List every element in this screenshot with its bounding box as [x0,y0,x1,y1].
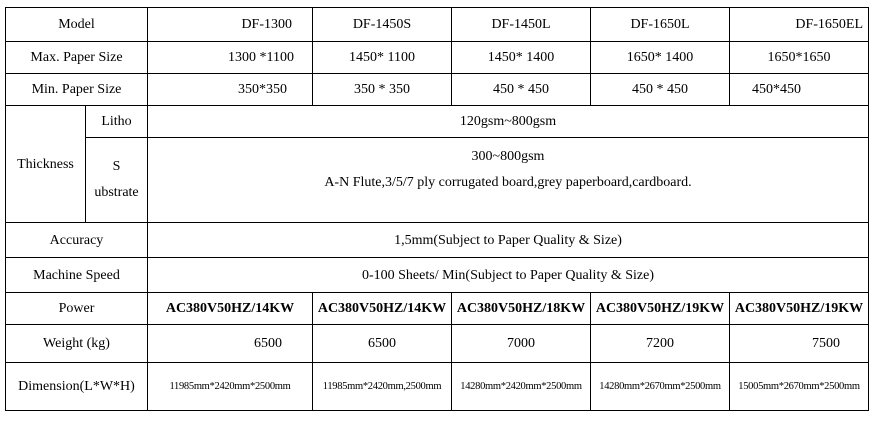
min-paper-size-value: 450 * 450 [591,74,730,106]
machine-speed-value: 0-100 Sheets/ Min(Subject to Paper Quality & Size) [148,258,869,293]
model-value: DF-1450S [313,8,452,42]
dimension-value: 11985mm*2420mm*2500mm [148,363,313,411]
model-value: DF-1650L [591,8,730,42]
dimension-value: 15005mm*2670mm*2500mm [730,363,869,411]
thickness-substrate-row [6,138,869,223]
weight-label: Weight (kg) [6,325,148,363]
min-paper-size-value: 350*350 [148,74,313,106]
substrate-value-line2: A-N Flute,3/5/7 ply corrugated board,grey paperboard,cardboard. [324,175,692,190]
max-paper-size-value: 1450* 1100 [313,42,452,74]
dimension-value: 14280mm*2420mm*2500mm [452,363,591,411]
thickness-litho-row [6,106,869,138]
max-paper-size-value: 1300 *1100 [148,42,313,74]
max-paper-size-value: 1650*1650 [730,42,869,74]
max-paper-size-row [6,42,869,74]
dimension-row [6,363,869,411]
weight-value: 7500 [730,325,869,363]
min-paper-size-row [6,74,869,106]
model-row [6,8,869,42]
power-row [6,293,869,325]
substrate-value-line1: 300~800gsm [471,149,545,164]
substrate-value [148,138,869,223]
accuracy-label: Accuracy [6,223,148,258]
min-paper-size-value: 350 * 350 [313,74,452,106]
model-value: DF-1300 [148,8,313,42]
machine-speed-row [6,258,869,293]
power-value: AC380V50HZ/14KW [313,293,452,325]
litho-value: 120gsm~800gsm [148,106,869,138]
max-paper-size-label: Max. Paper Size [6,42,148,74]
min-paper-size-value: 450 * 450 [452,74,591,106]
power-value: AC380V50HZ/14KW [148,293,313,325]
power-value: AC380V50HZ/19KW [591,293,730,325]
accuracy-value: 1,5mm(Subject to Paper Quality & Size) [148,223,869,258]
min-paper-size-value: 450*450 [730,74,869,106]
model-value: DF-1650EL [730,8,869,42]
max-paper-size-value: 1650* 1400 [591,42,730,74]
machine-speed-label: Machine Speed [6,258,148,293]
weight-row [6,325,869,363]
thickness-label: Thickness [6,106,86,223]
weight-value: 7200 [591,325,730,363]
spec-table [5,7,869,411]
model-label: Model [6,8,148,42]
power-label: Power [6,293,148,325]
power-value: AC380V50HZ/19KW [730,293,869,325]
max-paper-size-value: 1450* 1400 [452,42,591,74]
substrate-label-line1: S [112,159,121,174]
substrate-label [86,138,148,223]
dimension-label: Dimension(L*W*H) [6,363,148,411]
dimension-value: 11985mm*2420mm,2500mm [313,363,452,411]
model-value: DF-1450L [452,8,591,42]
min-paper-size-label: Min. Paper Size [6,74,148,106]
weight-value: 7000 [452,325,591,363]
power-value: AC380V50HZ/18KW [452,293,591,325]
substrate-label-line2: ubstrate [94,185,139,200]
weight-value: 6500 [313,325,452,363]
weight-value: 6500 [148,325,313,363]
accuracy-row [6,223,869,258]
litho-label: Litho [86,106,148,138]
dimension-value: 14280mm*2670mm*2500mm [591,363,730,411]
